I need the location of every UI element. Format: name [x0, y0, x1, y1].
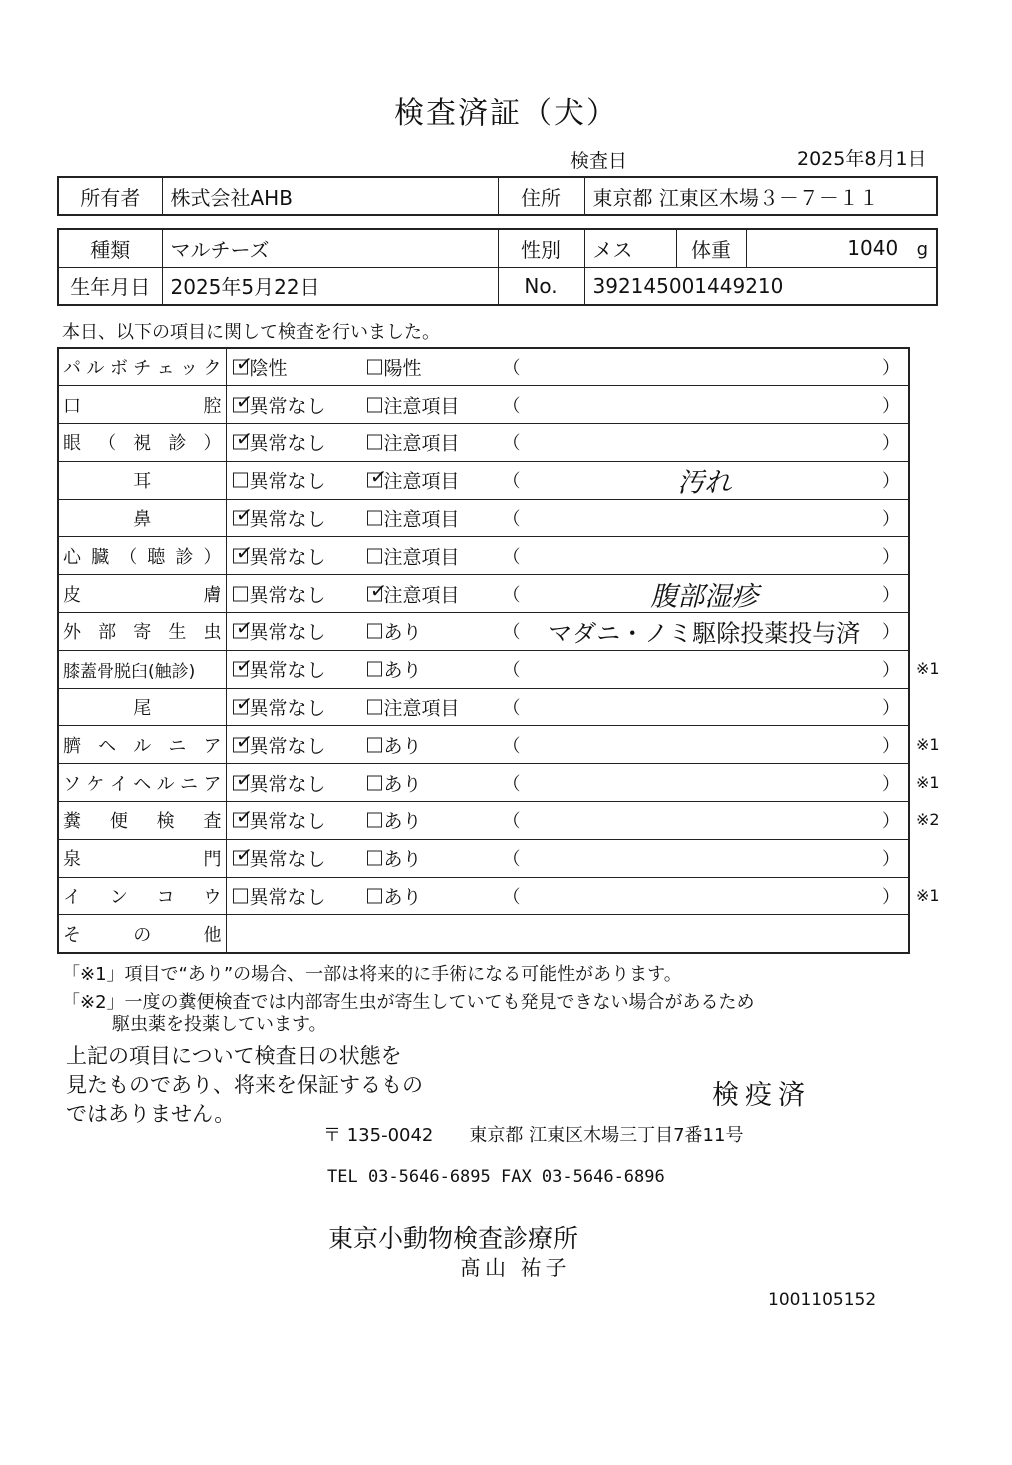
result-option-1[interactable] [233, 426, 326, 456]
checkbox[interactable] [367, 851, 382, 866]
check-item-name [58, 348, 226, 386]
option-label: あり [383, 773, 422, 796]
result-option-2[interactable] [367, 429, 460, 456]
check-item-name [58, 575, 226, 613]
option-label: 陽性 [383, 357, 422, 380]
check-item-name [58, 386, 226, 424]
breed-label: 種類 [58, 229, 162, 267]
check-item-result [226, 877, 909, 915]
note-open-paren: （ [502, 887, 521, 909]
note-open-paren: （ [502, 584, 521, 606]
check-item-result [226, 461, 909, 499]
disclaimer: 上記の項目について検査日の状態を 見たものであり、将来を保証するもの ではありません。 [66, 1044, 423, 1126]
no-value: 392145001449210 [584, 267, 937, 305]
result-option-1[interactable] [233, 841, 326, 872]
check-mark-icon: ✓ [234, 728, 254, 755]
result-option-2[interactable] [367, 391, 460, 418]
result-option-1[interactable] [233, 350, 288, 381]
other-value [226, 915, 909, 953]
result-option-1[interactable] [233, 467, 326, 494]
check-item-result [226, 575, 909, 613]
quarantine-stamp: 検疫済 [712, 1080, 811, 1111]
note-close-paren: ） [882, 471, 900, 493]
note-open-paren: （ [502, 358, 521, 380]
check-item-label: 心 臓 （ 聴 診 ） [63, 546, 222, 568]
address-value: 東京都 江東区木場３－７－１１ [584, 177, 937, 215]
checkbox[interactable] [367, 511, 382, 526]
checkbox[interactable] [233, 804, 254, 830]
check-item-label: 尾 [133, 698, 152, 720]
check-item-label: 皮 膚 [63, 584, 222, 606]
check-item-result [226, 348, 909, 386]
result-option-1[interactable] [233, 766, 326, 796]
check-item-result [226, 839, 909, 877]
check-mark-icon: ✓ [234, 766, 254, 792]
result-option-2[interactable] [367, 542, 460, 569]
note-open-paren: （ [502, 471, 521, 493]
check-item-name [58, 461, 226, 499]
other-label-text: そ の 他 [63, 924, 222, 946]
option-label: あり [383, 735, 422, 758]
check-item-label: ソ ケ イ ヘ ル ニ ア [63, 773, 222, 795]
birth-label: 生年月日 [58, 267, 162, 305]
check-item-label: 臍 ヘ ル ニ ア [63, 735, 222, 757]
check-item-name [58, 613, 226, 651]
checkbox[interactable] [233, 766, 254, 792]
checkbox[interactable] [367, 397, 382, 412]
check-row [58, 461, 909, 499]
option-label: あり [383, 659, 422, 682]
checkbox[interactable] [233, 615, 254, 641]
check-item-result [226, 650, 909, 688]
check-item-label: 糞 便 検 査 [63, 811, 222, 833]
check-mark-icon: ✓ [234, 350, 254, 377]
result-option-1[interactable] [233, 883, 326, 910]
result-option-2[interactable] [367, 577, 460, 607]
checkbox[interactable] [367, 548, 382, 563]
checkbox[interactable] [233, 889, 248, 904]
inspection-date-label: 検査日 [570, 150, 628, 172]
checkbox[interactable] [233, 728, 254, 755]
note-close-paren: ） [882, 735, 900, 757]
check-item-label: 泉 門 [63, 849, 222, 871]
result-option-2[interactable] [367, 731, 422, 758]
sex-label: 性別 [498, 229, 584, 267]
note-open-paren: （ [502, 660, 521, 682]
note-text: マダニ・ノミ駆除投薬投与済 [548, 619, 861, 648]
weight-cell [746, 229, 937, 267]
option-label: あり [383, 886, 422, 909]
note-open-paren: （ [502, 773, 521, 795]
option-label: 異常なし [249, 621, 326, 644]
check-row [58, 424, 909, 462]
option-label: 注意項目 [383, 508, 460, 531]
checkbox[interactable] [367, 577, 388, 603]
note-close-paren: ） [882, 509, 900, 531]
footnote-2: 「※2」一度の糞便検査では内部寄生虫が寄生していても発見できない場合があるため [62, 992, 755, 1013]
footnote-mark: ※1 [916, 886, 940, 906]
check-row [58, 575, 909, 613]
check-mark-icon: ✓ [234, 615, 254, 641]
checkbox[interactable] [367, 463, 388, 490]
check-row [58, 650, 909, 688]
check-item-name [58, 839, 226, 877]
check-item-name [58, 537, 226, 575]
checkbox[interactable] [367, 700, 382, 715]
check-item-result [226, 688, 909, 726]
check-row [58, 499, 909, 537]
result-option-2[interactable] [367, 807, 422, 834]
check-row [58, 764, 909, 802]
check-row [58, 537, 909, 575]
note-close-paren: ） [882, 395, 900, 417]
result-option-2[interactable] [367, 463, 460, 494]
clinic-phone: TEL 03-5646-6895 FAX 03-5646-6896 [327, 1167, 665, 1187]
check-row [58, 726, 909, 764]
note-close-paren: ） [882, 584, 900, 606]
checkbox[interactable] [367, 889, 382, 904]
note-close-paren: ） [882, 433, 900, 455]
check-row [58, 802, 909, 840]
check-item-name [58, 424, 226, 462]
checkbox[interactable] [233, 652, 254, 679]
check-row [58, 386, 909, 424]
check-mark-icon: ✓ [234, 426, 254, 452]
owner-value: 株式会社AHB [162, 177, 498, 215]
checkbox[interactable] [367, 813, 382, 828]
intro-text: 本日、以下の項目に関して検査を行いました。 [62, 322, 440, 343]
checkbox[interactable] [233, 350, 254, 377]
checks-table [57, 347, 910, 954]
option-label: 異常なし [249, 508, 326, 531]
note-open-paren: （ [502, 509, 521, 531]
option-label: 異常なし [249, 848, 326, 871]
option-label: 注意項目 [383, 470, 460, 493]
check-item-label: 口 腔 [63, 395, 222, 417]
check-item-result [226, 386, 909, 424]
note-close-paren: ） [882, 849, 900, 871]
check-item-result [226, 726, 909, 764]
result-option-2[interactable] [367, 769, 422, 796]
note-open-paren: （ [502, 395, 521, 417]
checkbox[interactable] [233, 473, 248, 488]
check-row [58, 877, 909, 915]
note-text: 腹部湿疹 [650, 581, 759, 613]
checkbox[interactable] [367, 360, 382, 375]
option-label: あり [383, 621, 422, 644]
option-label: 異常なし [249, 584, 326, 607]
option-label: 異常なし [249, 773, 326, 796]
result-option-1[interactable] [233, 652, 326, 683]
check-row [58, 688, 909, 726]
result-option-2[interactable] [367, 883, 422, 910]
check-item-result [226, 613, 909, 651]
option-label: 異常なし [249, 697, 326, 720]
result-option-2[interactable] [367, 656, 422, 683]
check-item-name [58, 499, 226, 537]
clinic-name: 東京小動物検査診療所 [328, 1224, 579, 1253]
note-close-paren: ） [882, 887, 900, 909]
option-label: 注意項目 [383, 584, 460, 607]
option-label: 異常なし [249, 470, 326, 493]
footnote-mark: ※1 [916, 659, 940, 679]
option-label: 注意項目 [383, 546, 460, 569]
checkbox[interactable] [233, 586, 248, 601]
checkbox[interactable] [233, 690, 254, 717]
check-mark-icon: ✓ [234, 690, 254, 717]
result-option-2[interactable] [367, 354, 422, 381]
option-label: 異常なし [249, 432, 326, 455]
checkbox[interactable] [367, 435, 382, 450]
check-row [58, 613, 909, 651]
checkbox[interactable] [233, 426, 254, 452]
option-label: 注意項目 [383, 432, 460, 455]
weight-label: 体重 [676, 229, 746, 267]
note-open-paren: （ [502, 546, 521, 568]
check-row [58, 839, 909, 877]
check-item-name [58, 877, 226, 915]
note-open-paren: （ [502, 433, 521, 455]
weight-value: 1040 [847, 236, 899, 261]
check-mark-icon: ✓ [368, 577, 388, 603]
note-open-paren: （ [502, 698, 521, 720]
result-option-1[interactable] [233, 539, 326, 569]
option-label: 異常なし [249, 735, 326, 758]
animal-table [57, 228, 938, 306]
option-label: 異常なし [249, 546, 326, 569]
footnote-mark: ※1 [916, 772, 940, 792]
check-item-result [226, 424, 909, 462]
note-close-paren: ） [882, 358, 900, 380]
note-close-paren: ） [882, 698, 900, 720]
result-option-2[interactable] [367, 505, 460, 532]
checkbox[interactable] [367, 624, 382, 639]
check-item-result [226, 802, 909, 840]
checkbox[interactable] [233, 841, 254, 868]
check-item-label: 眼 （ 視 診 ） [63, 433, 222, 455]
check-item-label: 耳 [133, 471, 152, 493]
check-item-label: 外 部 寄 生 虫 [63, 622, 222, 644]
option-label: 注意項目 [383, 697, 460, 720]
check-mark-icon: ✓ [234, 539, 254, 566]
footnote-mark: ※1 [916, 734, 940, 754]
option-label: 異常なし [249, 659, 326, 682]
note-open-paren: （ [502, 735, 521, 757]
checkbox[interactable] [233, 388, 254, 414]
note-close-paren: ） [882, 546, 900, 568]
check-item-label: 膝蓋骨脱臼(触診) [63, 661, 196, 682]
result-option-1[interactable] [233, 501, 326, 532]
check-mark-icon: ✓ [234, 501, 254, 528]
check-mark-icon: ✓ [368, 463, 388, 490]
check-mark-icon: ✓ [234, 804, 254, 830]
checkbox[interactable] [233, 539, 254, 566]
check-row [58, 348, 909, 386]
checkbox[interactable] [367, 662, 382, 677]
vet-name: 髙山 祐子 [460, 1256, 571, 1280]
option-label: 異常なし [249, 810, 326, 833]
check-mark-icon: ✓ [234, 388, 254, 414]
check-item-name [58, 764, 226, 802]
check-item-label: パ ル ボ チ ェ ッ ク [63, 358, 222, 380]
result-option-2[interactable] [367, 845, 422, 872]
checkbox[interactable] [367, 737, 382, 752]
address-label: 住所 [498, 177, 584, 215]
checkbox[interactable] [233, 501, 254, 528]
page-title: 検査済証（犬） [394, 96, 618, 131]
note-close-paren: ） [882, 660, 900, 682]
no-label: No. [498, 267, 584, 305]
check-item-result [226, 499, 909, 537]
check-item-name [58, 802, 226, 840]
footnote-mark: ※2 [916, 810, 940, 830]
footnote-1: 「※1」項目で“あり”の場合、一部は将来的に手術になる可能性があります。 [62, 964, 682, 985]
check-item-result [226, 537, 909, 575]
check-row-other [58, 915, 909, 953]
option-label: あり [383, 848, 422, 871]
note-close-paren: ） [882, 622, 900, 644]
check-mark-icon: ✓ [234, 841, 254, 868]
note-open-paren: （ [502, 811, 521, 833]
check-item-name [58, 650, 226, 688]
note-open-paren: （ [502, 622, 521, 644]
option-label: あり [383, 810, 422, 833]
owner-label: 所有者 [58, 177, 162, 215]
result-option-1[interactable] [233, 388, 326, 418]
result-option-1[interactable] [233, 580, 326, 607]
result-option-2[interactable] [367, 694, 460, 721]
result-option-1[interactable] [233, 690, 326, 721]
result-option-2[interactable] [367, 618, 422, 645]
footnote-3: 駆虫薬を投薬しています。 [112, 1014, 327, 1035]
other-label [58, 915, 226, 953]
clinic-address: 〒 135-0042 東京都 江東区木場三丁目7番11号 [323, 1125, 744, 1146]
birth-value: 2025年5月22日 [162, 267, 498, 305]
serial-number: 1001105152 [768, 1290, 877, 1310]
option-label: 陰性 [249, 357, 288, 380]
check-item-name [58, 688, 226, 726]
result-option-1[interactable] [233, 615, 326, 645]
option-label: 注意項目 [383, 395, 460, 418]
option-label: 異常なし [249, 395, 326, 418]
note-close-paren: ） [882, 773, 900, 795]
check-item-result [226, 764, 909, 802]
sex-value: メス [584, 229, 676, 267]
breed-value: マルチーズ [162, 229, 498, 267]
inspection-date-value: 2025年8月1日 [797, 148, 927, 170]
check-mark-icon: ✓ [234, 652, 254, 679]
check-item-label: 鼻 [133, 509, 152, 531]
result-option-1[interactable] [233, 804, 326, 834]
checkbox[interactable] [367, 775, 382, 790]
option-label: 異常なし [249, 886, 326, 909]
check-item-name [58, 726, 226, 764]
check-item-label: イ ン コ ウ [63, 887, 222, 909]
weight-unit: g [916, 239, 928, 261]
note-open-paren: （ [502, 849, 521, 871]
note-text: 汚れ [677, 467, 732, 499]
note-close-paren: ） [882, 811, 900, 833]
owner-table [57, 176, 938, 216]
result-option-1[interactable] [233, 728, 326, 758]
